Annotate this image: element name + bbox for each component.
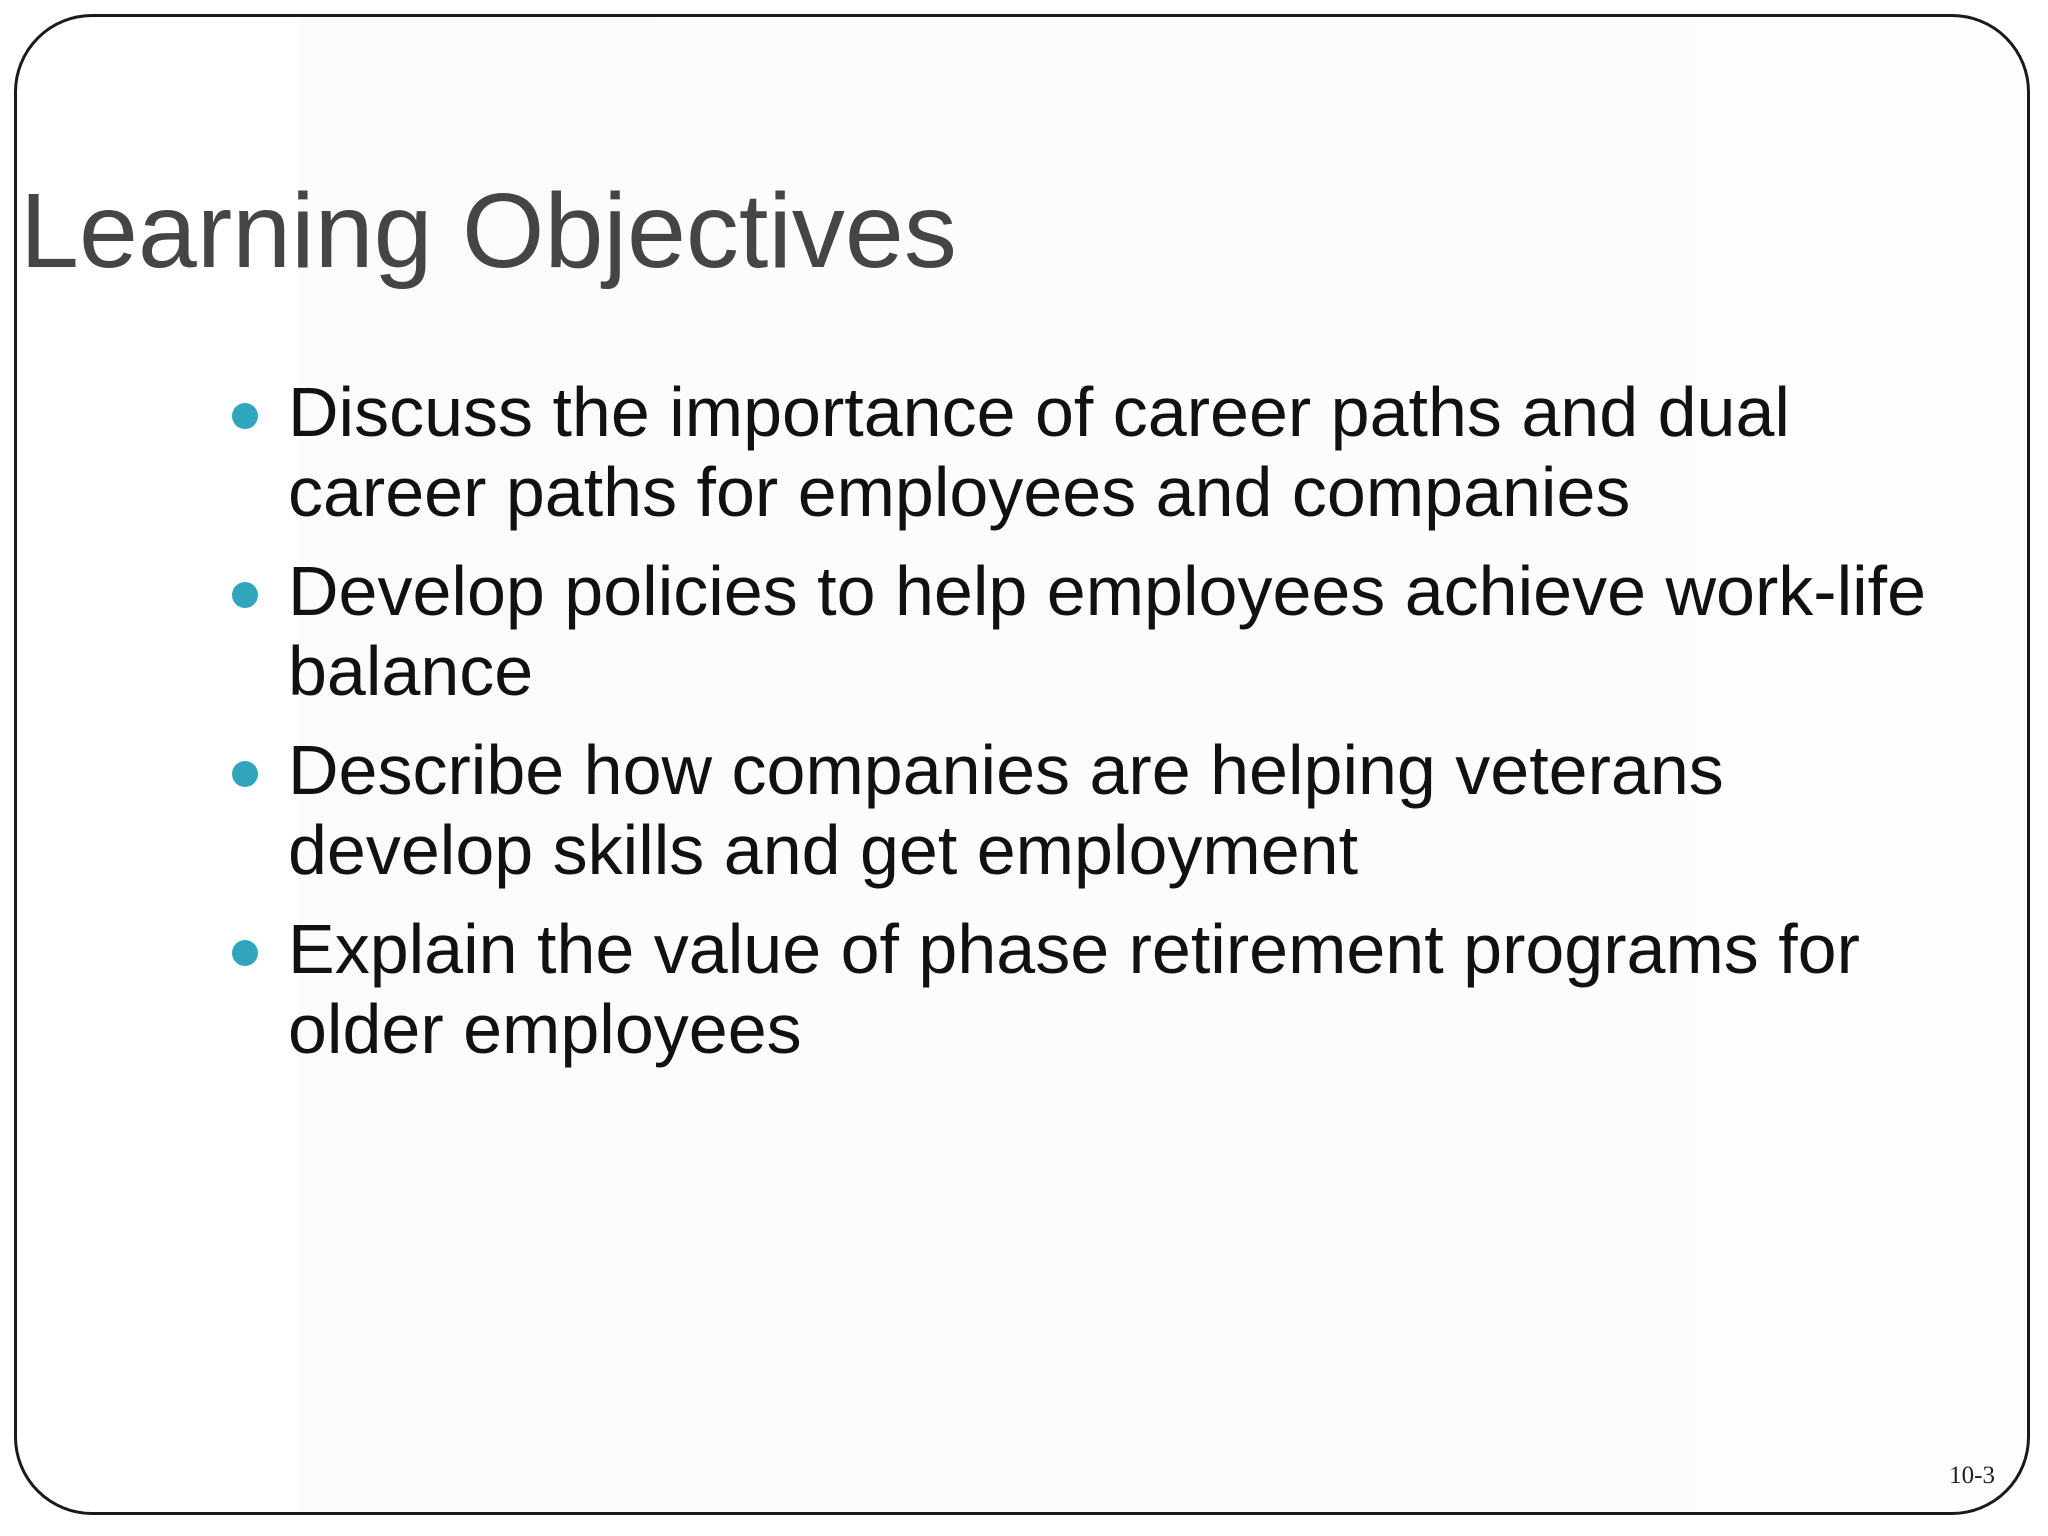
bullet-text: Discuss the importance of career paths and dual career paths for employees and companies [288, 373, 1790, 531]
bullet-list [232, 372, 2032, 1088]
slide-title: Learning Objectives [20, 172, 957, 290]
slide-number: 10-3 [1949, 1462, 1995, 1489]
bullet-dot-icon [232, 403, 258, 429]
bullet-item [232, 909, 2032, 1069]
bullet-dot-icon [232, 582, 258, 608]
bullet-item [232, 372, 2032, 532]
bullet-dot-icon [232, 761, 258, 787]
bullet-dot-icon [232, 940, 258, 966]
bullet-item [232, 730, 2032, 890]
bullet-item [232, 551, 2032, 711]
bullet-text: Explain the value of phase retirement programs for older employees [288, 910, 1860, 1068]
bullet-text: Develop policies to help employees achieve work-life balance [288, 552, 1927, 710]
bullet-text: Describe how companies are helping veterans develop skills and get employment [288, 731, 1724, 889]
